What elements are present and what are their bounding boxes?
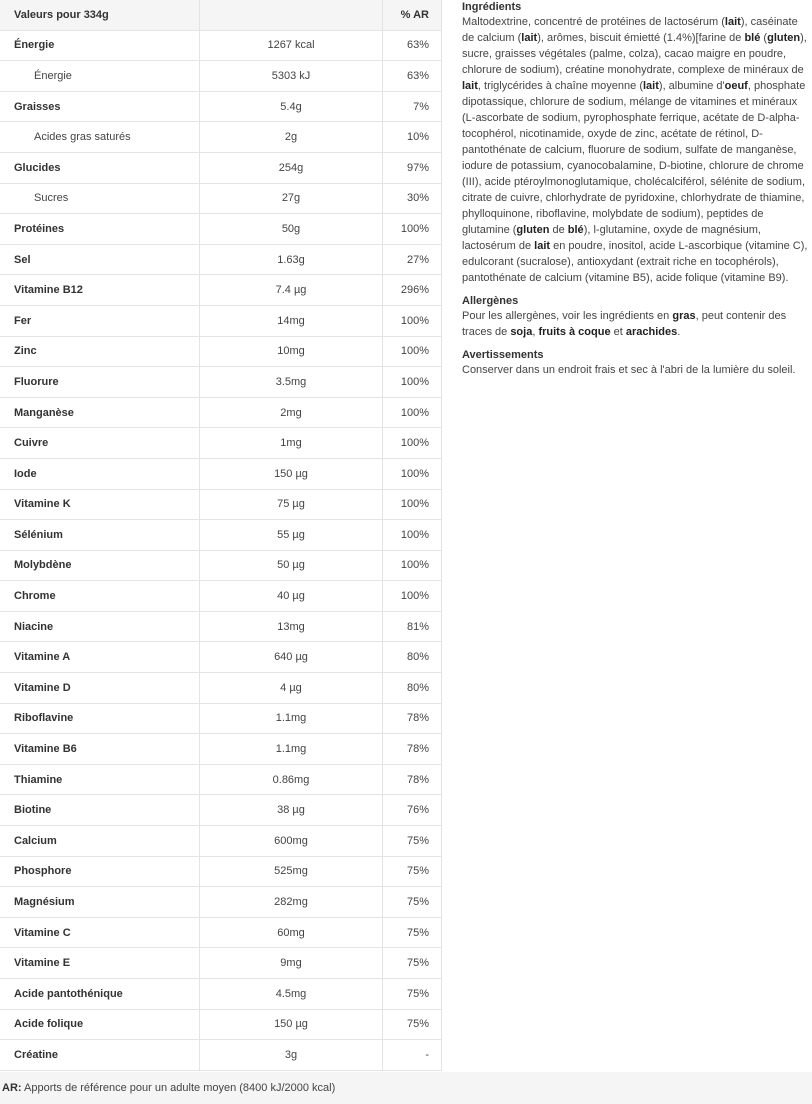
footer-text: Apports de référence pour un adulte moyen (8400 kJ/2000 kcal) (24, 1082, 336, 1094)
nutrient-ar-percent: 81% (383, 611, 442, 642)
allergen-highlight: oeuf (724, 80, 748, 92)
nutrient-row (0, 183, 441, 214)
nutrient-name: Thiamine (0, 764, 200, 795)
nutrient-name: Fer (0, 305, 200, 336)
nutrient-row (0, 367, 441, 398)
ingredients-title: Ingrédients (462, 1, 522, 13)
nutrition-table-header (0, 0, 441, 30)
nutrient-name: Protéines (0, 214, 200, 245)
nutrient-amount: 150 µg (200, 1009, 383, 1040)
nutrient-ar-percent: 100% (383, 305, 442, 336)
nutrient-row (0, 214, 441, 245)
nutrient-row (0, 1009, 441, 1040)
nutrient-amount: 9mg (200, 948, 383, 979)
nutrient-name: Fluorure (0, 367, 200, 398)
nutrient-name: Énergie (0, 30, 200, 61)
nutrient-ar-percent: 75% (383, 887, 442, 918)
nutrient-name: Zinc (0, 336, 200, 367)
nutrient-name: Molybdène (0, 550, 200, 581)
nutrient-name: Glucides (0, 152, 200, 183)
nutrient-name: Vitamine B6 (0, 734, 200, 765)
nutrient-name: Iode (0, 458, 200, 489)
nutrient-ar-percent: 80% (383, 642, 442, 673)
nutrient-amount: 600mg (200, 826, 383, 857)
nutrient-ar-percent: 75% (383, 979, 442, 1010)
text-segment: Maltodextrine, concentré de protéines de lactosérum ( (462, 16, 725, 28)
nutrient-row (0, 917, 441, 948)
allergens-title: Allergènes (462, 295, 519, 307)
nutrient-name: Acide folique (0, 1009, 200, 1040)
nutrient-name: Sélénium (0, 520, 200, 551)
nutrient-ar-percent: 100% (383, 428, 442, 459)
nutrient-amount: 0.86mg (200, 764, 383, 795)
nutrient-amount: 1.1mg (200, 734, 383, 765)
text-segment: ), l-glutamine, oxyde de magnésium, lactosérum de (462, 224, 761, 252)
nutrient-row (0, 642, 441, 673)
nutrient-amount: 282mg (200, 887, 383, 918)
nutrient-row (0, 397, 441, 428)
ingredients-section (462, 0, 808, 286)
text-segment: ), sucre, graisses végétales (palme, colza), cacao maigre en poudre, chlorure de sodium), créatine monohydrate, complexe de minéraux de (462, 32, 807, 76)
nutrient-amount: 7.4 µg (200, 275, 383, 306)
nutrient-row (0, 795, 441, 826)
text-segment: , phosphate dipotassique, chlorure de sodium, mélange de vitamines et minéraux (L-ascorbate de sodium, pyrophosphate ferrique, acétate de D-alpha-tocophérol, nicotinamide, oxyde de zinc, acétate de rétinol, D-pantothénate de calcium, fluorure de sodium, sulfate de manganèse, iodure de potassium, cyanocobalamine, D-biotine, chlorure de chrome (III), acide ptéroylmonoglutamique, cholécalciférol, sélénite de sodium, citrate de cuivre, chlorhydrate de pyridoxine, chlorhydrate de thiamine, phylloquinone, riboflavine, molybdate de sodium), peptides de glutamine ( (462, 80, 806, 236)
allergen-highlight: fruits à coque (538, 326, 611, 338)
nutrient-amount: 38 µg (200, 795, 383, 826)
nutrient-row (0, 887, 441, 918)
nutrient-ar-percent: 63% (383, 30, 442, 61)
nutrient-ar-percent: 75% (383, 1009, 442, 1040)
text-segment: ), arômes, biscuit émietté (1.4%)[farine de (537, 32, 745, 44)
allergen-highlight: gluten (767, 32, 801, 44)
nutrient-ar-percent: 30% (383, 183, 442, 214)
nutrient-name: Acide pantothénique (0, 979, 200, 1010)
nutrient-row (0, 61, 441, 92)
text-segment: , triglycérides à chaîne moyenne ( (477, 80, 643, 92)
nutrient-name: Vitamine D (0, 673, 200, 704)
nutrient-name: Acides gras saturés (0, 122, 200, 153)
text-segment: et (610, 326, 626, 338)
nutrient-ar-percent: 7% (383, 91, 442, 122)
nutrient-amount: 5303 kJ (200, 61, 383, 92)
nutrient-ar-percent: 100% (383, 520, 442, 551)
nutrient-amount: 4 µg (200, 673, 383, 704)
nutrient-amount: 150 µg (200, 458, 383, 489)
nutrient-amount: 75 µg (200, 489, 383, 520)
allergen-highlight: lait (521, 32, 538, 44)
nutrient-name: Sucres (0, 183, 200, 214)
allergen-highlight: blé (744, 32, 761, 44)
nutrient-ar-percent: 100% (383, 581, 442, 612)
nutrient-ar-percent: 100% (383, 336, 442, 367)
text-segment: . (677, 326, 681, 338)
nutrient-row (0, 948, 441, 979)
nutrient-row (0, 458, 441, 489)
nutrient-row (0, 826, 441, 857)
nutrition-table-body (0, 30, 441, 1070)
nutrient-row (0, 305, 441, 336)
warnings-section (462, 348, 808, 378)
nutrient-ar-percent: 97% (383, 152, 442, 183)
nutrient-name: Niacine (0, 611, 200, 642)
nutrient-ar-percent: 100% (383, 214, 442, 245)
nutrient-amount: 3g (200, 1040, 383, 1071)
allergens-text (462, 308, 808, 340)
nutrient-row (0, 91, 441, 122)
nutrient-amount: 5.4g (200, 91, 383, 122)
text-segment: ), albumine d' (658, 80, 725, 92)
nutrient-row (0, 275, 441, 306)
nutrient-amount: 10mg (200, 336, 383, 367)
nutrient-name: Magnésium (0, 887, 200, 918)
allergen-highlight: soja (510, 326, 533, 338)
nutrient-ar-percent: 78% (383, 703, 442, 734)
nutrient-name: Biotine (0, 795, 200, 826)
header-amount (200, 0, 383, 30)
nutrient-name: Vitamine A (0, 642, 200, 673)
nutrient-row (0, 856, 441, 887)
nutrient-amount: 1mg (200, 428, 383, 459)
nutrient-ar-percent: 78% (383, 764, 442, 795)
nutrient-ar-percent: 76% (383, 795, 442, 826)
nutrient-amount: 640 µg (200, 642, 383, 673)
nutrient-row (0, 673, 441, 704)
allergen-highlight: arachides (625, 326, 678, 338)
nutrient-name: Chrome (0, 581, 200, 612)
nutrient-amount: 4.5mg (200, 979, 383, 1010)
allergen-highlight: lait (462, 80, 478, 92)
warnings-text: Conserver dans un endroit frais et sec à l'abri de la lumière du soleil. (462, 364, 796, 376)
nutrient-amount: 525mg (200, 856, 383, 887)
text-segment: en poudre, inositol, acide L-ascorbique (vitamine C), edulcorant (sucralose), antioxydant (extrait riche en tocophérols), pantothénate de calcium (vitamine B5), acide folique (vitamine B9). (462, 240, 808, 284)
footer-abbr: AR: (2, 1082, 22, 1094)
text-segment: , peut contenir des traces de (462, 310, 787, 338)
text-segment: , (532, 326, 539, 338)
nutrient-amount: 3.5mg (200, 367, 383, 398)
text-segment: ( (760, 32, 768, 44)
nutrient-row (0, 244, 441, 275)
nutrient-ar-percent: 100% (383, 489, 442, 520)
allergen-highlight: lait (534, 240, 551, 252)
nutrient-ar-percent: 27% (383, 244, 442, 275)
nutrient-amount: 14mg (200, 305, 383, 336)
nutrient-name: Créatine (0, 1040, 200, 1071)
text-segment: Pour les allergènes, voir les ingrédients en (462, 310, 673, 322)
ingredients-text (462, 14, 808, 286)
nutrient-name: Calcium (0, 826, 200, 857)
nutrient-row (0, 489, 441, 520)
nutrient-ar-percent: 75% (383, 856, 442, 887)
nutrient-amount: 55 µg (200, 520, 383, 551)
nutrient-name: Énergie (0, 61, 200, 92)
warnings-title: Avertissements (462, 349, 544, 361)
allergen-highlight: lait (724, 16, 741, 28)
nutrient-ar-percent: 75% (383, 948, 442, 979)
nutrient-name: Phosphore (0, 856, 200, 887)
nutrient-row (0, 1040, 441, 1071)
nutrient-ar-percent: 80% (383, 673, 442, 704)
nutrient-row (0, 703, 441, 734)
nutrient-name: Cuivre (0, 428, 200, 459)
nutrient-name: Vitamine B12 (0, 275, 200, 306)
nutrient-name: Vitamine C (0, 917, 200, 948)
nutrient-ar-percent: 78% (383, 734, 442, 765)
product-info (462, 0, 808, 386)
nutrient-ar-percent: 10% (383, 122, 442, 153)
nutrient-amount: 40 µg (200, 581, 383, 612)
nutrient-name: Sel (0, 244, 200, 275)
nutrient-name: Vitamine E (0, 948, 200, 979)
nutrient-name: Vitamine K (0, 489, 200, 520)
nutrient-row (0, 764, 441, 795)
nutrient-name: Graisses (0, 91, 200, 122)
nutrient-ar-percent: 100% (383, 550, 442, 581)
nutrient-row (0, 336, 441, 367)
nutrient-amount: 2mg (200, 397, 383, 428)
header-ar-label: % AR (383, 0, 442, 30)
text-segment: de (549, 224, 568, 236)
nutrient-row (0, 520, 441, 551)
nutrient-row (0, 979, 441, 1010)
nutrient-amount: 50g (200, 214, 383, 245)
allergens-section (462, 294, 808, 340)
nutrient-amount: 2g (200, 122, 383, 153)
nutrient-row (0, 428, 441, 459)
nutrient-ar-percent: 296% (383, 275, 442, 306)
nutrient-row (0, 581, 441, 612)
nutrient-amount: 60mg (200, 917, 383, 948)
allergen-highlight: gras (672, 310, 696, 322)
nutrient-amount: 1.1mg (200, 703, 383, 734)
nutrient-row (0, 152, 441, 183)
nutrient-ar-percent: 75% (383, 826, 442, 857)
nutrient-ar-percent: 100% (383, 397, 442, 428)
nutrient-amount: 50 µg (200, 550, 383, 581)
nutrient-ar-percent: 63% (383, 61, 442, 92)
nutrient-amount: 27g (200, 183, 383, 214)
nutrient-ar-percent: - (383, 1040, 442, 1071)
nutrient-row (0, 611, 441, 642)
nutrient-ar-percent: 100% (383, 367, 442, 398)
nutrient-row (0, 30, 441, 61)
nutrient-amount: 13mg (200, 611, 383, 642)
text-segment: ), caséinate de calcium ( (462, 16, 798, 44)
nutrient-row (0, 550, 441, 581)
nutrient-name: Manganèse (0, 397, 200, 428)
allergen-highlight: lait (643, 80, 659, 92)
nutrient-amount: 1.63g (200, 244, 383, 275)
nutrient-row (0, 122, 441, 153)
header-values-label: Valeurs pour 334g (0, 0, 200, 30)
nutrient-amount: 1267 kcal (200, 30, 383, 61)
nutrient-amount: 254g (200, 152, 383, 183)
nutrient-name: Riboflavine (0, 703, 200, 734)
nutrient-ar-percent: 75% (383, 917, 442, 948)
nutrient-row (0, 734, 441, 765)
allergen-highlight: gluten (516, 224, 550, 236)
allergen-highlight: blé (567, 224, 584, 236)
nutrient-ar-percent: 100% (383, 458, 442, 489)
reference-intake-note (0, 1072, 812, 1104)
